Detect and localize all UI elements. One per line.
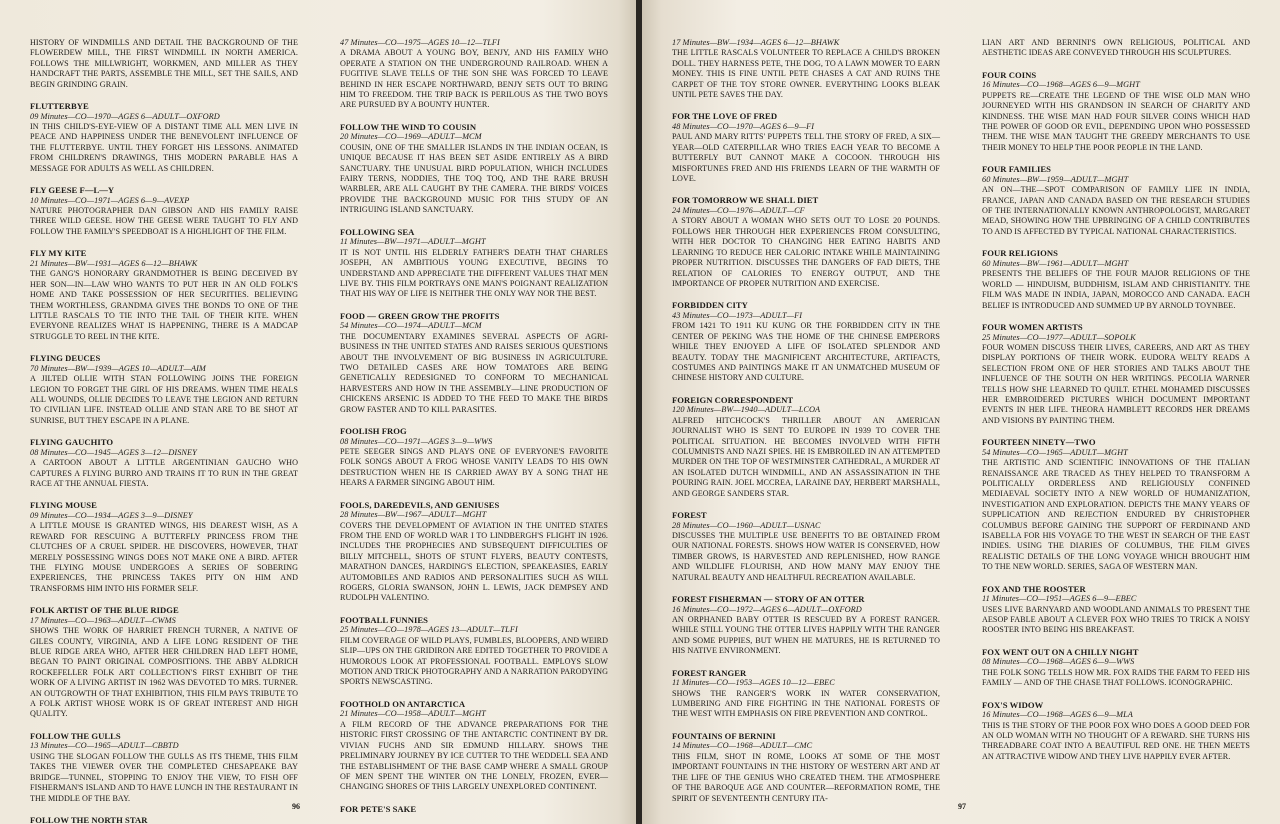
film-description: A JILTED OLLIE WITH STAN FOLLOWING JOINS THE FOREIGN LEGION TO FORGET THE GIRL OF HIS DREAMS. WHEN TIME HEALS ALL WOUNDS, OLLIE DECIDES TO LEAVE THE LEGION AND RETURN TO CIVILIAN LIFE. INSTEAD OLLIE AND STAN ARE TO BE SHOT AT SUNRISE, BUT THEY ESCAPE IN A PLANE. [30, 374, 298, 425]
film-description: COUSIN, ONE OF THE SMALLER ISLANDS IN THE INDIAN OCEAN, IS UNIQUE BECAUSE IT HAS BEEN SET ASIDE ENTIRELY AS A BIRD SANCTUARY. THE UNUSUAL BIRD POPULATION, WHICH INCLUDES FAIRY TERNS, NODDIES, THE TOQ TOQ, AND THE RARE BRUSH WARBLER, ARE ALL CAUGHT BY THE CAMERA. THE BIRDS' VOICES PROVIDE THE BACKGROUND MUSIC FOR THIS STUDY OF AN INTRIGUING ISLAND SANCTUARY. [340, 142, 608, 215]
film-entry [982, 164, 1250, 237]
film-title: FOREST RANGER [672, 667, 747, 678]
film-entry [982, 647, 1250, 689]
film-details: 60 Minutes—BW—1959—ADULT—MGHT [982, 174, 1129, 184]
film-details: 43 Minutes—CO—1973—ADULT—FI [672, 310, 803, 320]
film-details: 54 Minutes—CO—1965—ADULT—MGHT [982, 447, 1128, 457]
film-description: SHOWS THE RANGER'S WORK IN WATER CONSERVATION, LUMBERING AND FIRE FIGHTING IN THE NATIONAL FORESTS OF THE WEST WITH EMPHASIS ON FIRE PREVENTION AND CONTROL. [672, 688, 940, 719]
film-description: IN THIS CHILD'S-EYE-VIEW OF A DISTANT TIME ALL MEN LIVE IN PEACE AND HAPPINESS UNDER THE BENEVOLENT INFLUENCE OF THE FLUTTERBYE. UNTIL THEY FORGET HIS LESSONS. ANIMATED FROM CHILDREN'S DRAWINGS, THIS MODERN PARABLE HAS A MESSAGE FOR ADULTS AS WELL AS CHILDREN. [30, 122, 298, 173]
film-details: 10 Minutes—CO—1971—AGES 6—9—AVEXP [30, 195, 190, 205]
film-title: FOLLOW THE WIND TO COUSIN [340, 121, 477, 132]
film-details: 47 Minutes—CO—1975—AGES 10—12—TLFI [340, 38, 500, 47]
film-entry [340, 227, 608, 300]
film-entry [982, 38, 1250, 59]
film-description: THIS IS THE STORY OF THE POOR FOX WHO DOES A GOOD DEED FOR AN OLD WOMAN WITH NO THOUGHT OF A REWARD. SHE TURNS HIS THREADBARE COAT INTO A BEAUTIFUL RED ONE. HE THEN MEETS AN ATTRACTIVE WIDOW AND THEY LIVE HAPPILY EVER AFTER. [982, 720, 1250, 761]
film-title: FOUR RELIGIONS [982, 248, 1058, 259]
film-entry [30, 437, 298, 489]
right-page-column-1 [672, 38, 940, 815]
film-details: 08 Minutes—CO—1945—AGES 3—12—DISNEY [30, 447, 197, 457]
film-details: 21 Minutes—CO—1958—ADULT—MGHT [340, 709, 486, 719]
film-entry [672, 195, 940, 289]
film-entry [672, 38, 940, 100]
film-title: FOLLOW THE GULLS [30, 730, 121, 741]
film-details: 11 Minutes—CO—1951—AGES 6—9—EBEC [982, 594, 1137, 604]
film-title: FLUTTERBYE [30, 101, 89, 112]
film-title: FOR TOMORROW WE SHALL DIET [672, 195, 819, 206]
film-title: FOUR FAMILIES [982, 164, 1052, 175]
film-details: 16 Minutes—CO—1968—AGES 6—9—MGHT [982, 80, 1140, 90]
right-page-column-2 [982, 38, 1250, 773]
film-details: 11 Minutes—BW—1971—ADULT—MGHT [340, 237, 486, 247]
film-entry [340, 311, 608, 415]
film-description: THE DOCUMENTARY EXAMINES SEVERAL ASPECTS OF AGRI-BUSINESS IN THE UNITED STATES AND RAISES SERIOUS QUESTIONS ABOUT THE INVOLVEMENT OF BIG BUSINESS IN AGRICULTURE. TWO DETAILED CASES ARE HOW TOMATOES ARE BEING GENETICALLY REDESIGNED TO CONFORM TO MECHANICAL HARVESTERS AND HOW IN THE ASSEMBLY—LINE PRODUCTION OF CHICKENS ARSENIC IS ADDED TO THE FEED TO MAKE THE BIRDS GROW FASTER AND TO KILL PARASITES. [340, 331, 608, 414]
film-title: FLYING DEUCES [30, 353, 101, 364]
film-title: FOREIGN CORRESPONDENT [672, 394, 794, 405]
film-description: NATURE PHOTOGRAPHER DAN GIBSON AND HIS FAMILY RAISE THREE WILD GEESE. HOW THE GEESE WERE TAUGHT TO FLY AND FOLLOW THE FAMILY'S SPEEDBOAT IS A HIGHLIGHT OF THE FILM. [30, 206, 298, 236]
film-title: FOUR COINS [982, 69, 1037, 80]
film-description: USING THE SLOGAN FOLLOW THE GULLS AS ITS THEME, THIS FILM TAKES THE VIEWER OVER THE COMPLETED CHESAPEAKE BAY BRIDGE—TUNNEL, STOPPING TO ENJOY THE VIEW, TO FISH OFF FISHERMAN'S ISLAND AND TO HAVE LUNCH IN THE RESTAURANT IN THE MIDDLE OF THE BAY. [30, 751, 298, 803]
film-entry [340, 38, 608, 111]
film-title: FOREST FISHERMAN — STORY OF AN OTTER [672, 594, 865, 605]
film-details: 25 Minutes—CO—1977—ADULT—SOPOLK [982, 332, 1136, 342]
film-title: FOOTBALL FUNNIES [340, 614, 428, 625]
film-title: FOX WENT OUT ON A CHILLY NIGHT [982, 646, 1139, 657]
film-title: FOOTHOLD ON ANTARCTICA [340, 698, 466, 709]
film-details: 08 Minutes—CO—1971—AGES 3—9—WWS [340, 436, 493, 446]
film-entry [672, 594, 940, 657]
film-details: 13 Minutes—CO—1965—ADULT—CBBTD [30, 741, 179, 751]
film-description: A LITTLE MOUSE IS GRANTED WINGS, HIS DEAREST WISH, AS A REWARD FOR RESCUING A BUTTERFLY PRINCESS FROM THE CLUTCHES OF A CRUEL SPIDER. HE DISCOVERS, HOWEVER, THAT MERELY POSSESSING WINGS DOES NOT MAKE ONE A BIRD. AFTER THE FLYING MOUSE UNDERGOES A SERIES OF SOBERING EXPERIENCES, THE PRINCESS TAKES PITY ON HIM AND TRANSFORMS HIM INTO HIS FORMER SELF. [30, 521, 298, 593]
film-entry [340, 804, 608, 815]
film-details: 16 Minutes—CO—1972—AGES 6—ADULT—OXFORD [672, 604, 862, 614]
film-description: FOUR WOMEN DISCUSS THEIR LIVES, CAREERS, AND ART AS THEY DISPLAY PORTIONS OF THEIR WORK. EUDORA WELTY READS A SELECTION FROM ONE OF HER STORIES AND TALKS ABOUT THE INFLUENCE OF THE SOUTH ON HER WRITINGS. PECOLIA WARNER TELLS HOW SHE LEARNED TO QUILT. ETHEL MOHAMED DISCUSSES HER EMBROIDERED PICTURES WHICH DOCUMENT IMPORTANT EVENTS IN HER LIFE. THEORA HAMBLETT RECORDS HER DREAMS AND VISIONS BY PAINTING THEM. [982, 342, 1250, 425]
film-title: FLYING GAUCHITO [30, 437, 114, 448]
film-title: FOOLS, DAREDEVILS, AND GENIUSES [340, 499, 500, 510]
film-description: SHOWS THE WORK OF HARRIET FRENCH TURNER, A NATIVE OF GILES COUNTY, VIRGINIA, AND A LIFE LONG RESIDENT OF THE BLUE RIDGE AREA WHO, AFTER HER CHILDREN HAD LEFT HOME, BEGAN TO PAINT ORIGINAL COMPOSITIONS. THE ABBY ALDRICH ROCKEFELLER FOLK ART COLLECTION'S FIRST EXHIBIT OF THE WORK OF A LIVING ARTIST IN 1962 WAS DEVOTED TO MRS. TURNER. AN OUTGROWTH OF THAT EXHIBITION, THIS FILM PAYS TRIBUTE TO A FOLK ARTIST WHOSE WORK IS OF GREAT INTEREST AND HIGH QUALITY. [30, 626, 298, 719]
film-description: USES LIVE BARNYARD AND WOODLAND ANIMALS TO PRESENT THE AESOP FABLE ABOUT A CLEVER FOX WHO TRIES TO TRICK A NOISY ROOSTER INTO BEING HIS BREAKFAST. [982, 604, 1250, 635]
film-details: 11 Minutes—CO—1953—AGES 10—12—EBEC [672, 678, 835, 688]
film-description: A STORY ABOUT A WOMAN WHO SETS OUT TO LOSE 20 POUNDS. FOLLOWS HER THROUGH HER EXPERIENCES FROM CONSULTING, WITH HER DOCTOR TO CHANGING HER EATING HABITS AND LEARNING TO REDUCE HER CALORIC INTAKE WHILE MAINTAINING PROPER NUTRITION. DISCUSSES THE DANGERS OF FAD DIETS, THE RELATION OF CALORIES TO ENERGY OUTPUT, AND THE IMPORTANCE OF PROPER NUTRITION AND EXERCISE. [672, 216, 940, 288]
film-description: FILM COVERAGE OF WILD PLAYS, FUMBLES, BLOOPERS, AND WEIRD SLIP—UPS ON THE GRIDIRON ARE EDITED TOGETHER TO PROVIDE A HUMOROUS LOOK AT PROFESSIONAL FOOTBALL. EMPLOYS SLOW MOTION AND TRICK PHOTOGRAPHY AND A NARRATION PARODYING SPORTS NEWSCASTING. [340, 635, 608, 687]
film-description: COVERS THE DEVELOPMENT OF AVIATION IN THE UNITED STATES FROM THE END OF WORLD WAR I TO LINDBERGH'S FLIGHT IN 1926. INCLUDES THE PROPHECIES AND SUBSEQUENT DIFFICULTIES OF BILLY MITCHELL, SHOTS OF STUNT FLYERS, BEAUTY CONTESTS, MARATHON DANCES, HARDING'S ELECTION, SPEAKEASIES, EARLY AUTOMOBILES AND RADIOS AND PERSONALITIES SUCH AS WILL ROGERS, GLORIA SWANSON, JOHN L. LEWIS, JACK DEMPSEY AND RUDOLPH VALENTINO. [340, 520, 608, 603]
film-title: FOUR WOMEN ARTISTS [982, 321, 1083, 332]
film-details: 17 Minutes—BW—1934—AGES 6—12—BHAWK [672, 38, 840, 47]
left-page-column-2 [340, 38, 608, 824]
film-title: FOR PETE'S SAKE [340, 803, 417, 814]
film-details: 70 Minutes—BW—1939—AGES 10—ADULT—AIM [30, 363, 206, 373]
film-description: A FILM RECORD OF THE ADVANCE PREPARATIONS FOR THE HISTORIC FIRST CROSSING OF THE ANTARCTIC CONTINENT BY DR. VIVIAN FUCHS AND SIR EDMUND HILLARY. SHOWS THE PRELIMINARY JOURNEY BY ICE CUTTER TO THE WEDDELL SEA AND THE ESTABLISHMENT OF THE BASE CAMP WHERE A SMALL GROUP OF MEN SPENT THE WINTER ON THE LONELY, FROZEN, EVER—CHANGING SHORES OF THIS LARGELY UNEXPLORED CONTINENT. [340, 719, 608, 792]
film-description: LIAN ART AND BERNINI'S OWN RELIGIOUS, POLITICAL AND AESTHETIC IDEAS ARE CONVEYED THROUGH HIS SCULPTURES. [982, 38, 1250, 58]
left-page [0, 0, 638, 824]
film-description: THE GANG'S HONORARY GRANDMOTHER IS BEING DECEIVED BY HER SON—IN—LAW WHO WANTS TO PUT HER IN AN OLD FOLK'S HOME AND TAKE POSSESSION OF HER SECURITIES. BELIEVING THEM WORTHLESS, GRANDMA GIVES THE BONDS TO ONE OF THE LITTLE RASCALS TO TIE INTO THE TAIL OF THEIR KITE. WHEN EVERYONE REALIZES WHAT IS HAPPENING, THERE IS A MADCAP STRUGGLE TO REEL IN THE KITE. [30, 269, 298, 341]
film-description: ALFRED HITCHCOCK'S THRILLER ABOUT AN AMERICAN JOURNALIST WHO IS SENT TO EUROPE IN 1939 TO COVER THE POLITICAL SITUATION. HE BECOMES INVOLVED WITH FIFTH COLUMNISTS AND NAZI SPIES. HE IS EMBROILED IN AN ATTEMPTED MURDER ON THE TOP OF WESTMINSTER CATHEDRAL, A MURDER AT AN ISOLATED DUTCH WINDMILL, AND AN ASSASSINATION IN THE POURING RAIN. JOEL MCCREA, LARAINE DAY, HERBERT MARSHALL, AND GEORGE SANDERS STAR. [672, 415, 940, 498]
film-description: AN ORPHANED BABY OTTER IS RESCUED BY A FOREST RANGER. WHILE STILL YOUNG THE OTTER LIVES HAPPILY WITH THE RANGER AND SOME PUPPIES, BUT WHEN HE MATURES, HE IS RETURNED TO HIS NATIVE ENVIRONMENT. [672, 615, 940, 656]
film-entry [30, 248, 298, 342]
film-description: THIS FILM, SHOT IN ROME, LOOKS AT SOME OF THE MOST IMPORTANT FOUNTAINS IN THE HISTORY OF WESTERN ART AND AT THE LIFE OF THE GENIUS WHO CREATED THEM. THE ATMOSPHERE OF THE BAROQUE AGE AND COUNTER—REFORMATION ROME, THE SPIRIT OF SEVENTEENTH CENTURY ITA- [672, 751, 940, 803]
film-title: FOOD — GREEN GROW THE PROFITS [340, 310, 500, 321]
film-title: FOLLOWING SEA [340, 226, 415, 237]
film-entry [982, 700, 1250, 763]
film-title: FOLK ARTIST OF THE BLUE RIDGE [30, 605, 179, 616]
film-details: 54 Minutes—CO—1974—ADULT—MCM [340, 321, 482, 331]
film-title: FOX'S WIDOW [982, 699, 1044, 710]
film-entry [30, 101, 298, 174]
film-details: 17 Minutes—CO—1963—ADULT—CWMS [30, 615, 176, 625]
film-description: THE FOLK SONG TELLS HOW MR. FOX RAIDS THE FARM TO FEED HIS FAMILY — AND OF THE CHASE THAT FOLLOWS. ICONOGRAPHIC. [982, 667, 1250, 688]
film-title: FOX AND THE ROOSTER [982, 583, 1086, 594]
film-details: 25 Minutes—CO—1978—AGES 13—ADULT—TLFI [340, 625, 518, 635]
film-title: FOURTEEN NINETY—TWO [982, 437, 1096, 448]
film-entry [982, 584, 1250, 636]
film-details: 120 Minutes—BW—1940—ADULT—LCOA [672, 405, 821, 415]
film-title: FOUNTAINS OF BERNINI [672, 730, 776, 741]
film-entry [982, 248, 1250, 311]
film-entry [672, 111, 940, 184]
film-description: PETE SEEGER SINGS AND PLAYS ONE OF EVERYONE'S FAVORITE FOLK SONGS ABOUT A FROG WHOSE VANITY LEADS TO HIS OWN DESTRUCTION WHEN HE IS CARRIED AWAY BY A SONG THAT HE HEARS A FARMER SINGING ABOUT HIM. [340, 446, 608, 488]
film-entry [672, 731, 940, 804]
page-number: 97 [958, 802, 966, 811]
film-details: 20 Minutes—CO—1969—ADULT—MCM [340, 132, 482, 142]
film-entry [982, 437, 1250, 572]
film-details: 60 Minutes—BW—1961—ADULT—MGHT [982, 258, 1129, 268]
film-entry [30, 815, 298, 824]
film-details: 14 Minutes—CO—1968—ADULT—CMC [672, 741, 813, 751]
film-entry [30, 353, 298, 426]
film-title: FLY GEESE F—L—Y [30, 185, 115, 196]
film-entry [672, 510, 940, 583]
film-title: FOR THE LOVE OF FRED [672, 111, 778, 122]
film-entry [30, 38, 298, 90]
film-description: HISTORY OF WINDMILLS AND DETAIL THE BACKGROUND OF THE FLOWERDEW MILL, THE FIRST WINDMILL IN NORTH AMERICA. FOLLOWS THE MILLWRIGHT, WORKMEN, AND MILLER AS THEY HANDCRAFT THE PARTS, ASSEMBLE THE MILL, SET THE SAILS, AND BEGIN GRINDING GRAIN. [30, 38, 298, 89]
film-details: 48 Minutes—CO—1970—AGES 6—9—FI [672, 122, 815, 132]
film-details: 16 Minutes—CO—1968—AGES 6—9—MLA [982, 710, 1133, 720]
film-details: 24 Minutes—CO—1976—ADULT—CF [672, 206, 805, 216]
film-details: 09 Minutes—CO—1934—AGES 3—9—DISNEY [30, 510, 193, 520]
right-page [642, 0, 1280, 824]
film-title: FORBIDDEN CITY [672, 300, 748, 311]
film-title: FOLLOW THE NORTH STAR [30, 814, 148, 824]
film-details: 09 Minutes—CO—1970—AGES 6—ADULT—OXFORD [30, 111, 220, 121]
film-entry [672, 300, 940, 383]
film-entry [982, 70, 1250, 153]
page-number: 96 [292, 802, 300, 811]
film-description: THE LITTLE RASCALS VOLUNTEER TO REPLACE A CHILD'S BROKEN DOLL. THEY HARNESS PETE, THE DOG, TO A LAWN MOWER TO EARN MONEY. THIS IS FINE UNTIL PETE CHASES A CAT AND RUINS THE CARPET OF THE TOY STORE OWNER. EVERYTHING LOOKS BLEAK UNTIL PETE SAVES THE DAY. [672, 48, 940, 100]
film-description: PAUL AND MARY RITTS' PUPPETS TELL THE STORY OF FRED, A SIX—YEAR—OLD CATERPILLAR WHO TRIES EACH YEAR TO BECOME A BUTTERFLY BUT CANNOT MAKE A COCOON. THROUGH HIS MISFORTUNES FRED AND HIS FRIENDS LEARN OF THE WARMTH OF LOVE. [672, 132, 940, 184]
film-description: A DRAMA ABOUT A YOUNG BOY, BENJY, AND HIS FAMILY WHO OPERATE A STATION ON THE UNDERGROUND RAILROAD. WHEN A FUGITIVE SLAVE TELLS OF THE SON SHE WAS FORCED TO LEAVE BEHIND IN HER ESCAPE NORTHWARD, BENJY SETS OUT TO BRING HIM TO FREEDOM. THE TRIP BACK IS PERILOUS AS THE TWO BOYS ARE PURSUED BY A BOUNTY HUNTER. [340, 48, 608, 110]
film-entry [340, 122, 608, 216]
film-details: 21 Minutes—BW—1931—AGES 6—12—BHAWK [30, 258, 198, 268]
film-description: PRESENTS THE BELIEFS OF THE FOUR MAJOR RELIGIONS OF THE WORLD — HINDUISM, BUDDHISM, ISLAM AND CHRISTIANITY. THE FILM WAS MADE IN INDIA, JAPAN, MOROCCO AND CANADA. EACH BELIEF IS INTRODUCED AND SUMMED UP BY ARNOLD TOYNBEE. [982, 269, 1250, 310]
film-entry [30, 605, 298, 720]
film-entry [340, 615, 608, 688]
film-title: FOREST [672, 510, 707, 520]
film-description: IT IS NOT UNTIL HIS ELDERLY FATHER'S DEATH THAT CHARLES JOSEPH, AN AMBITIOUS YOUNG EXECUTIVE, BEGINS TO UNDERSTAND AND APPRECIATE THE DIFFERENT VALUES THAT MEN LIVE BY. THIS FILM PORTRAYS ONE MAN'S POIGNANT REALIZATION THAT HIS WAY OF LIFE IS NEITHER THE ONLY WAY NOR THE BEST. [340, 247, 608, 299]
film-entry [30, 185, 298, 237]
film-description: AN ON—THE—SPOT COMPARISON OF FAMILY LIFE IN INDIA, FRANCE, JAPAN AND CANADA BASED ON THE RESEARCH STUDIES OF THE INTERNATIONALLY KNOWN ANTHROPOLOGIST, MARGARET MEAD, SHOWING HOW THE UPBRINGING OF A CHILD CONTRIBUTES TO AND IS AFFECTED BY TYPICAL NATIONAL CHARACTERISTICS. [982, 185, 1250, 236]
film-details: 08 Minutes—CO—1968—AGES 6—9—WWS [982, 657, 1135, 667]
film-details: 28 Minutes—CO—1960—ADULT—USNAC [672, 520, 821, 530]
film-title: FOOLISH FROG [340, 425, 407, 436]
film-entry [30, 731, 298, 804]
film-description: FROM 1421 TO 1911 KU KUNG OR THE FORBIDDEN CITY IN THE CENTER OF PEKING WAS THE HOME OF THE CHINESE EMPERORS WHILE THEY ENJOYED A LIFE OF ISOLATED SPLENDOR AND BEAUTY. TODAY THE MAGNIFICENT ARCHITECTURE, ARTIFACTS, COSTUMES AND PAINTINGS MAKE IT AN UNMATCHED MUSEUM OF CHINESE HISTORY AND CULTURE. [672, 321, 940, 383]
film-description: THE ARTISTIC AND SCIENTIFIC INNOVATIONS OF THE ITALIAN RENAISSANCE ARE TRACED AS THEY HELPED TO TRANSFORM A POLITICALLY ORDERLESS AND RELIGIOUSLY CONFINED MEDIAEVAL SOCIETY INTO A NEW WORLD OF HUMANIZATION, INVESTIGATION AND EXPLORATION. DEPICTS THE MANY YEARS OF SUPPLICATION AND REJECTION ENDURED BY CHRISTOPHER COLUMBUS BEFORE GAINING THE SUPPORT OF FERDINAND AND ISABELLA FOR HIS VOYAGE TO THE WEST IN SEARCH OF THE EAST INDIES. USING THE DIARIES OF COLUMBUS, THE FILM GIVES REALISTIC DETAILS OF THE LONG VOYAGE WHICH BROUGHT HIM TO THE NEW WORLD. SERIES, SAGA OF WESTERN MAN. [982, 458, 1250, 572]
film-title: FLYING MOUSE [30, 500, 97, 511]
film-entry [340, 500, 608, 604]
film-entry [672, 395, 940, 499]
film-title: FLY MY KITE [30, 248, 87, 259]
film-details: 28 Minutes—BW—1967—ADULT—MGHT [340, 510, 487, 520]
film-entry [982, 322, 1250, 426]
film-description: DISCUSSES THE MULTIPLE USE BENEFITS TO BE OBTAINED FROM OUR NATIONAL FORESTS. SHOWS HOW WATER IS CONSERVED, HOW TIMBER GROWS, IS HARVESTED AND REPLENISHED, HOW RANGE AND WILDLIFE FLOURISH, AND HOW MANY MAY ENJOY THE NATURAL BEAUTY AND HEALTHFUL RECREATION AVAILABLE. [672, 531, 940, 582]
film-description: A CARTOON ABOUT A LITTLE ARGENTINIAN GAUCHO WHO CAPTURES A FLYING BURRO AND TRAINS IT TO RUN IN THE GREAT RACE AT THE ANNUAL FIESTA. [30, 458, 298, 488]
film-entry [30, 500, 298, 594]
film-entry [340, 426, 608, 489]
film-entry [672, 668, 940, 720]
film-entry [340, 699, 608, 793]
left-page-column-1 [30, 38, 298, 824]
film-description: PUPPETS RE—CREATE THE LEGEND OF THE WISE OLD MAN WHO JOURNEYED WITH HIS GRANDSON IN SEARCH OF CHARITY AND KINDNESS. THE WISE MAN HAD FOUR SILVER COINS WHICH HAD THE POWER OF GOOD OR EVIL, DEPENDING UPON WHO POSSESSED THEM. THE WISE MAN TAUGHT THE GREEDY MERCHANTS TO USE THEIR MONEY TO HELP THE POOR PEOPLE IN THE LAND. [982, 90, 1250, 152]
